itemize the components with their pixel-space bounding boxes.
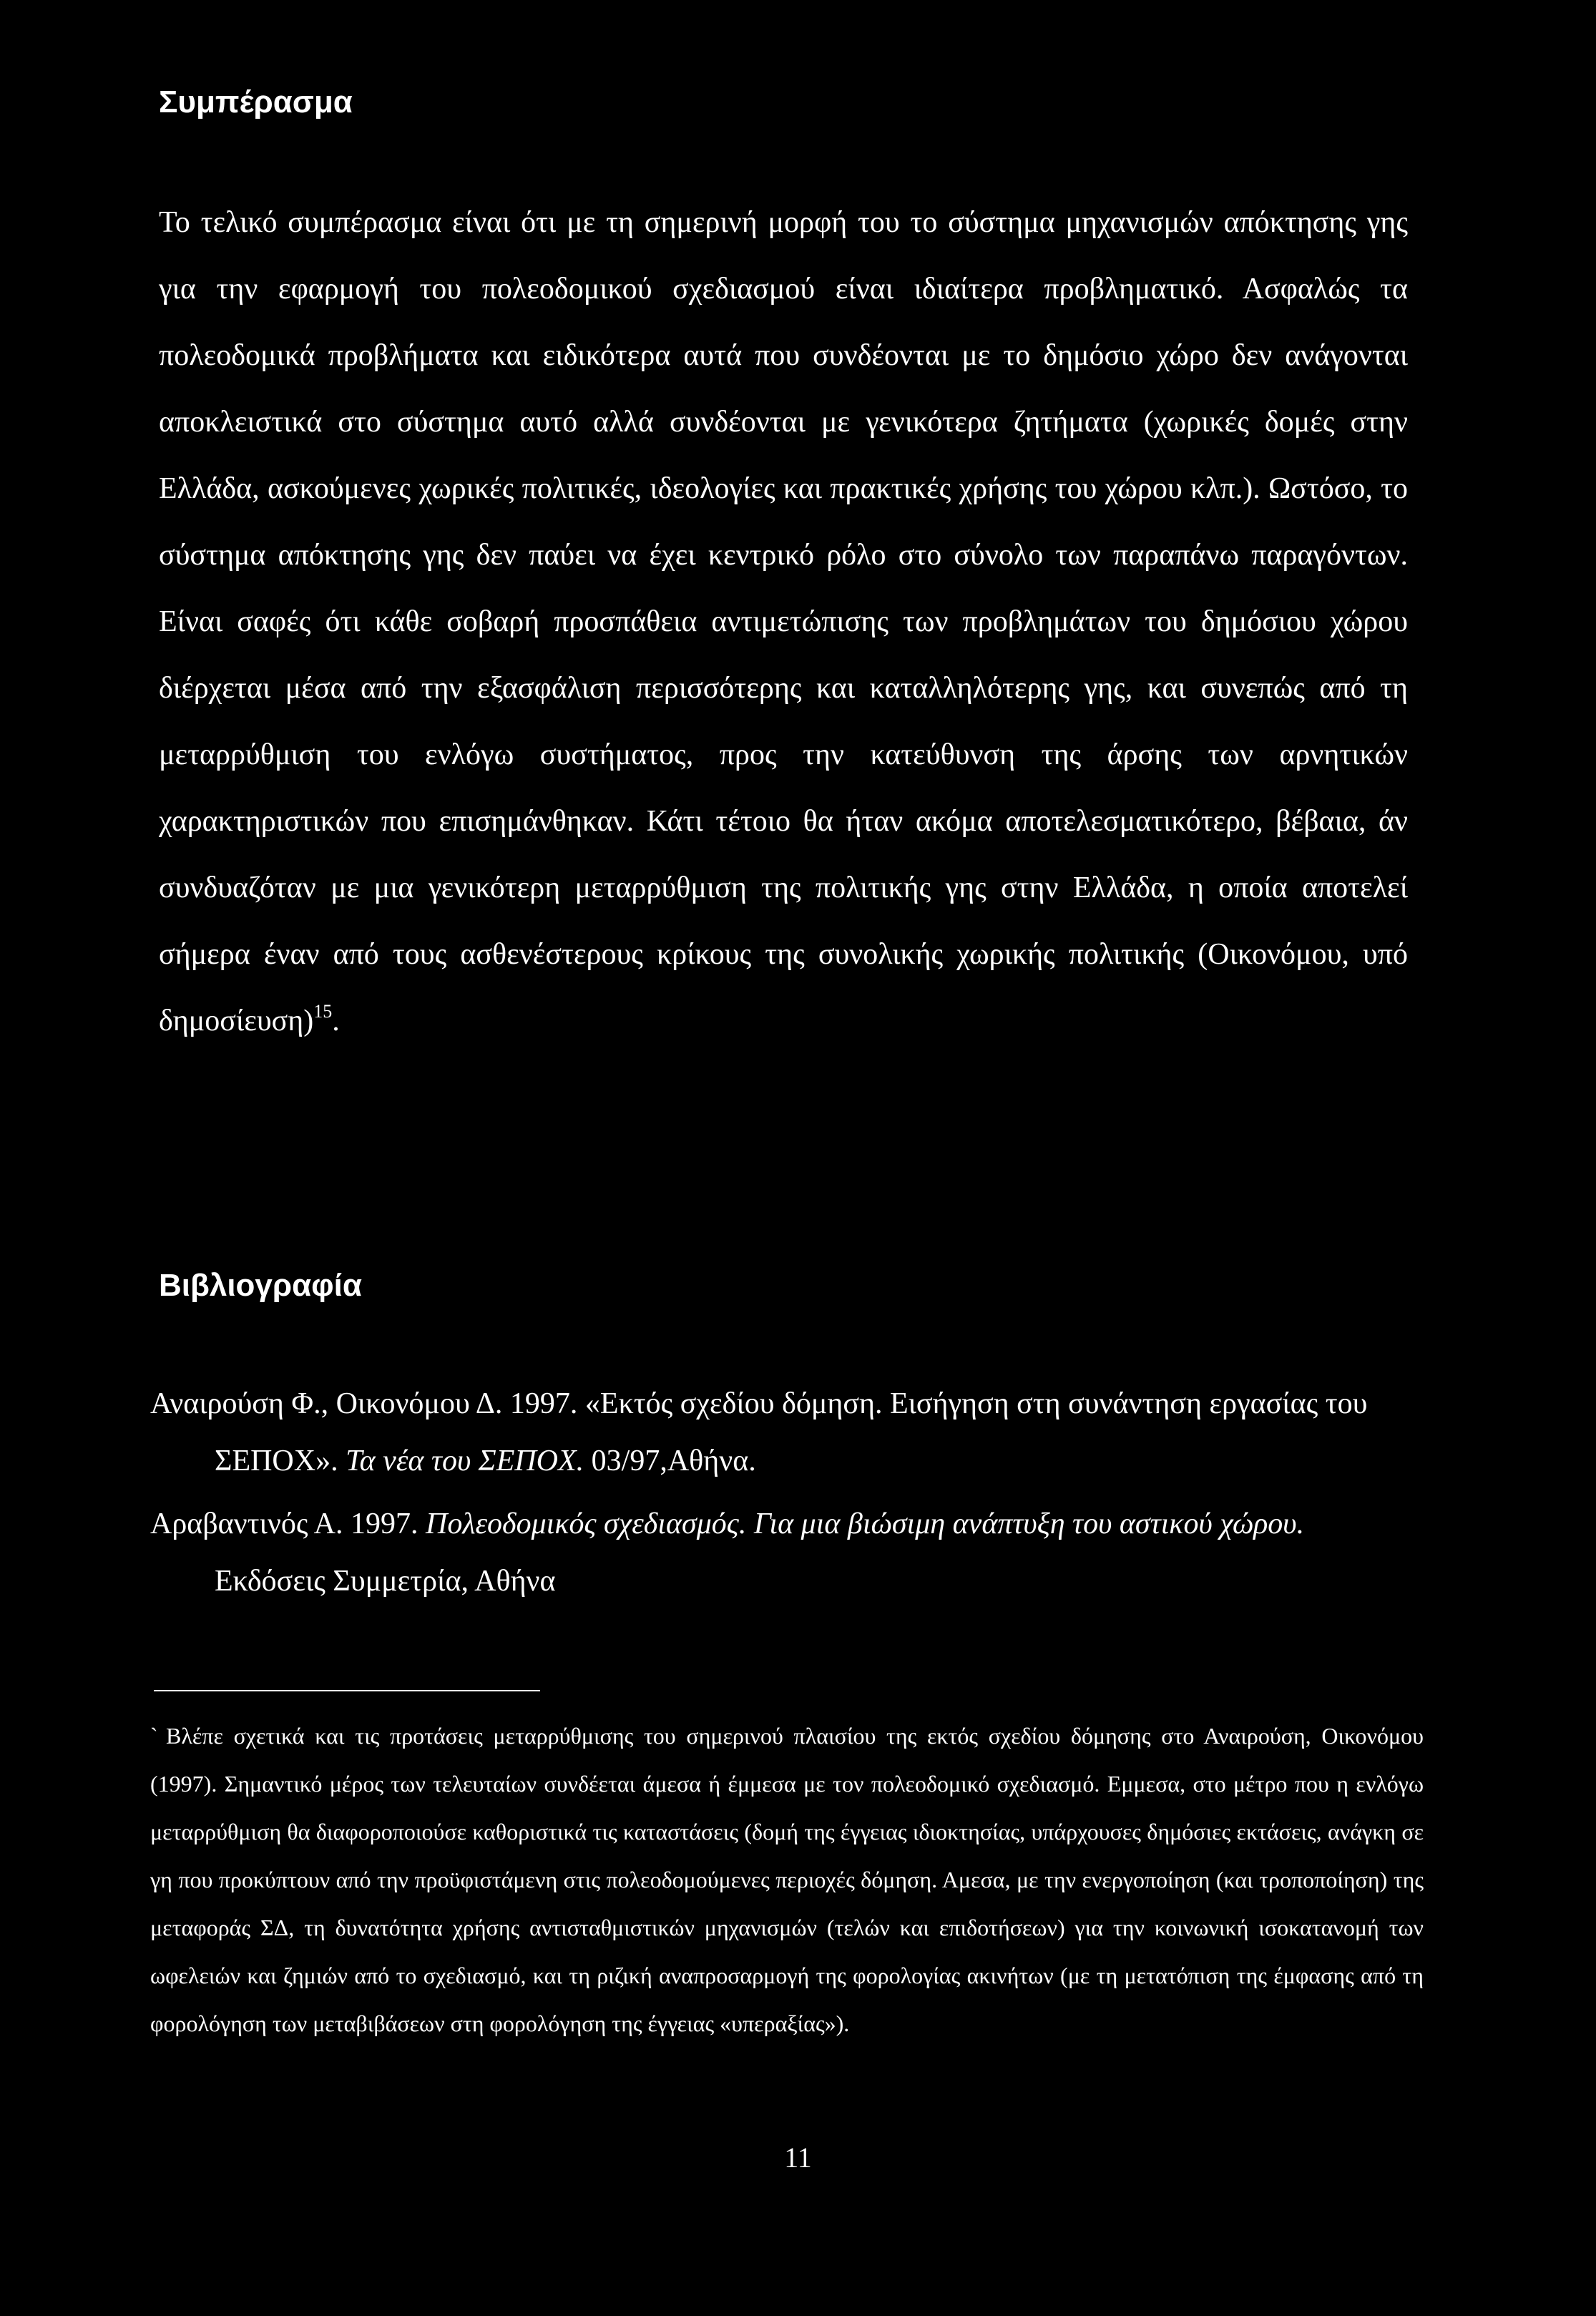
footnote-marker: ` [150,1723,158,1749]
conclusion-heading: Συμπέρασμα [159,84,353,119]
ref1-tail: 03/97,Αθήνα. [584,1445,756,1477]
footnote [150,1712,1424,2048]
footnote-divider [154,1690,540,1691]
ref1-italic: Τα νέα του ΣΕΠΟΧ. [346,1445,584,1477]
ref2-italic: Πολεοδομικός σχεδιασμός. Για μια βιώσιμη ανάπτυξη του αστικού χώρου. [425,1508,1305,1540]
ref2-tail: Εκδόσεις Συμμετρία, Αθήνα [215,1565,556,1598]
bibliography-entry-2 [150,1495,1409,1610]
ref1-plain: Αναιρούση Φ., Οικονόμου Δ. 1997. «Εκτός σχεδίου δόμηση. Εισήγηση στη συνάντηση εργασίας του ΣΕΠΟΧ». [150,1387,1368,1477]
footnote-reference[interactable]: 15 [313,1001,333,1022]
ref2-plain: Αραβαντινός Α. 1997. [150,1508,426,1540]
footnote-text: Βλέπε σχετικά και τις προτάσεις μεταρρύθμισης του σημερινού πλαισίου της εκτός σχεδίου δόμησης στο Αναιρούση, Οικονόμου (1997). Σημαντικό μέρος των τελευταίων συνδέεται άμεσα ή έμμεσα με τον πολεοδομικό σχεδιασμό. Εμμεσα, στο μέτρο που η ενλόγω μεταρρύθμιση θα διαφοροποιούσε καθοριστικά τις καταστάσεις (δομή της έγγειας ιδιοκτησίας, υπάρχουσες δημόσιες εκτάσεις, ανάγκη σε γη που προκύπτουν από την προϋφιστάμενη στις πολεοδομούμενες περιοχές δόμηση. Αμεσα, με την ενεργοποίηση (και τροποποίηση) της μεταφοράς ΣΔ, τη δυνατότητα χρήσης αντισταθμιστικών μηχανισμών (τελών και επιδοτήσεων) για την κοινωνική ισοκατανομή των ωφελειών και ζημιών από το σχεδιασμό, και τη ριζική αναπροσαρμογή της φορολογίας ακινήτων (με τη μετατόπιση της έμφασης από τη φορολόγηση των μεταβιβάσεων στη φορολόγηση της έγγειας «υπεραξίας»). [150,1723,1424,2036]
conclusion-text: Το τελικό συμπέρασμα είναι ότι με τη σημερινή μορφή του το σύστημα μηχανισμών απόκτησης γης για την εφαρμογή του πολεοδομικού σχεδιασμού είναι ιδιαίτερα προβληματικό. Ασφαλώς τα πολεοδομικά προβλήματα και ειδικότερα αυτά που συνδέονται με το δημόσιο χώρο δεν ανάγονται αποκλειστικά στο σύστημα αυτό αλλά συνδέονται με γενικότερα ζητήματα (χωρικές δομές στην Ελλάδα, ασκούμενες χωρικές πολιτικές, ιδεολογίες και πρακτικές χρήσης του χώρου κλπ.). Ωστόσο, το σύστημα απόκτησης γης δεν παύει να έχει κεντρικό ρόλο στο σύνολο των παραπάνω παραγόντων. Είναι σαφές ότι κάθε σοβαρή προσπάθεια αντιμετώπισης των προβλημάτων του δημόσιου χώρου διέρχεται μέσα από την εξασφάλιση περισσότερης και καταλληλότερης γης, και συνεπώς από τη μεταρρύθμιση του ενλόγω συστήματος, προς την κατεύθυνση της άρσης των αρνητικών χαρακτηριστικών που επισημάνθηκαν. Κάτι τέτοιο θα ήταν ακόμα αποτελεσματικότερο, βέβαια, άν συνδυαζόταν με μια γενικότερη μεταρρύθμιση της πολιτικής γης στην Ελλάδα, η οποία αποτελεί σήμερα έναν από τους ασθενέστερους κρίκους της συνολικής χωρικής πολιτικής (Οικονόμου, υπό δημοσίευση) [159,206,1408,1037]
page-number: 11 [784,2141,812,2174]
bibliography-heading: Βιβλιογραφία [159,1268,362,1303]
bibliography-list [150,1375,1409,1616]
bibliography-entry-1 [150,1375,1409,1490]
conclusion-paragraph [159,190,1408,1055]
conclusion-end: . [332,1005,340,1037]
